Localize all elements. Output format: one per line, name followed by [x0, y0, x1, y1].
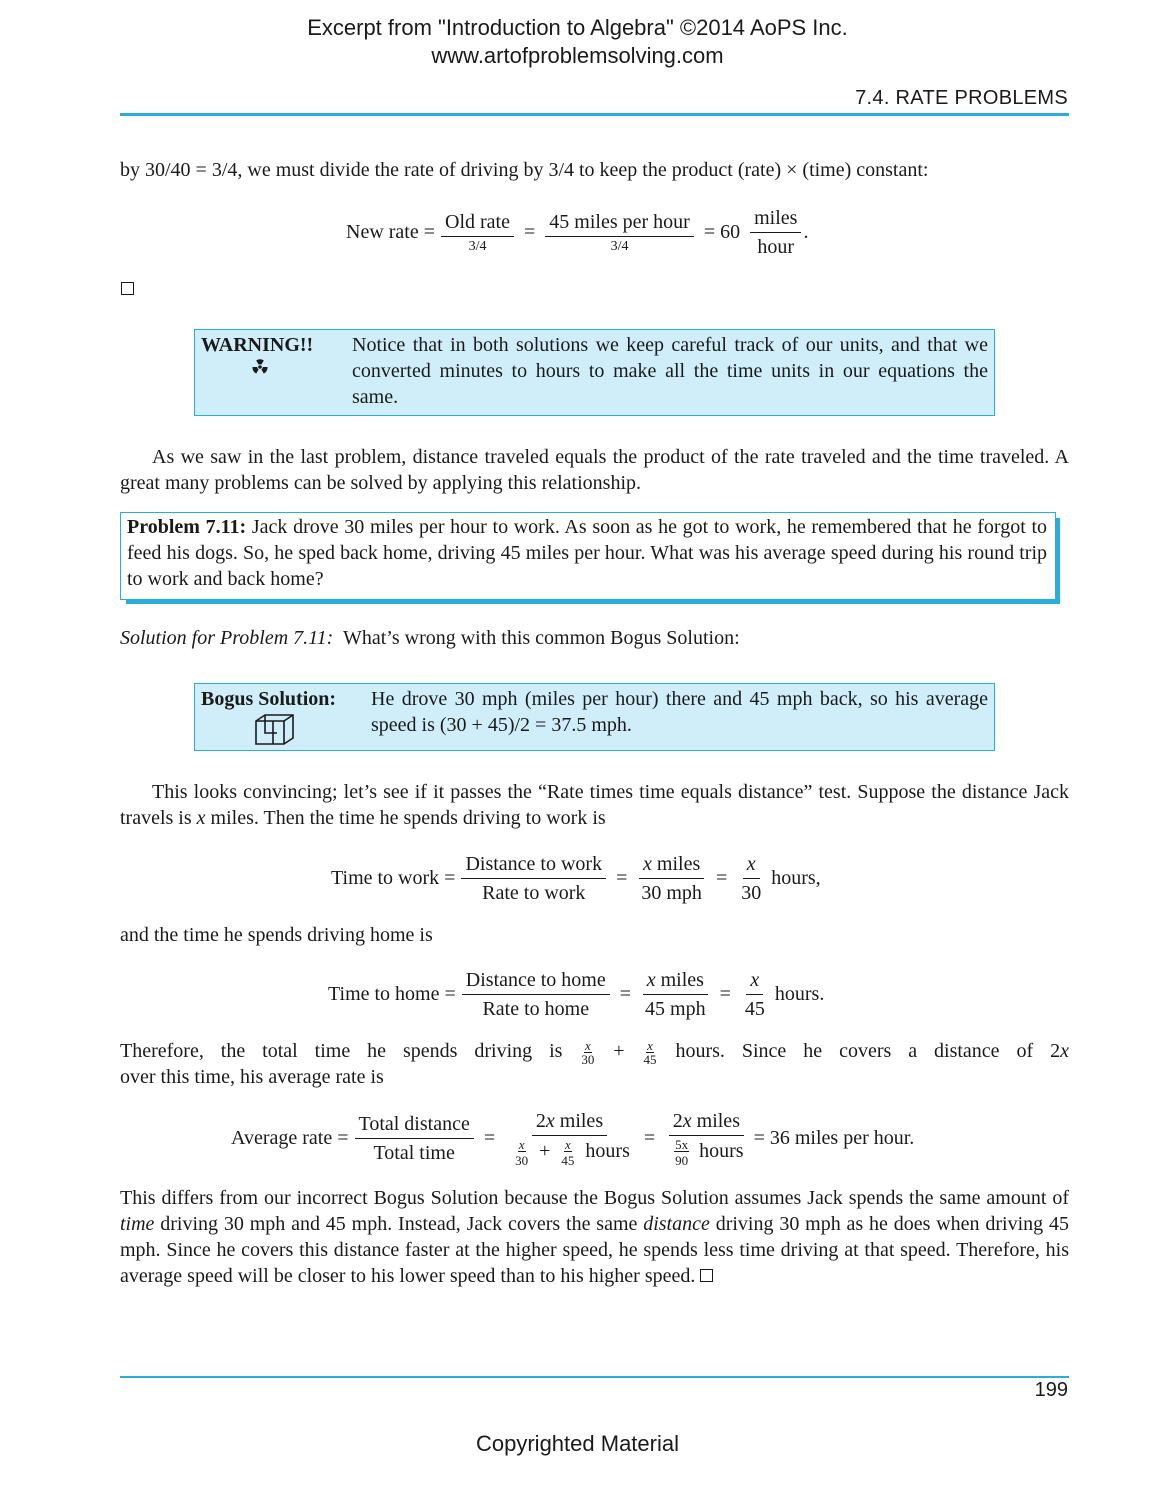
fraction	[750, 206, 801, 259]
paragraph-total-time-line2	[120, 1064, 1069, 1090]
eq-lhs: New rate =	[346, 221, 436, 243]
solution-label: Solution for Problem 7.11:	[120, 627, 334, 649]
text-run: miles	[691, 1110, 740, 1132]
small-fraction	[511, 1138, 532, 1167]
small-fraction	[644, 1039, 657, 1066]
bogus-text: He drove 30 mph (miles per hour) there and 45 mph back, so his average speed is (30 + 45)/2 = 37.5 mph.	[371, 688, 988, 736]
text-run: 2	[535, 1110, 546, 1132]
text-run: driving 30 mph as he does when driving 45 mph. Since he covers this distance faster at the higher speed, he spends less time driving at that speed. Therefore, his average speed will be closer to his lower speed than to his higher speed.	[120, 1213, 1069, 1287]
result-text: = 36 miles per hour.	[753, 1127, 915, 1149]
intro-text: by 30/40 = 3/4, we must divide the rate of driving by 3/4 to keep the product (rate) × (time) constant:	[120, 159, 929, 181]
fraction	[505, 1109, 634, 1167]
denominator: 30	[581, 1051, 595, 1067]
eq-lhs: Time to home =	[328, 983, 456, 1005]
text-run: 2	[672, 1110, 683, 1132]
problem-box	[120, 512, 1056, 600]
numerator: Distance to work	[461, 852, 606, 879]
paragraph-rate-relationship: As we saw in the last problem, distance traveled equals the product of the rate traveled and the time traveled. A great many problems can be solved by applying this relationship.	[120, 446, 1069, 494]
text-run: miles	[554, 1110, 604, 1132]
numerator: miles	[750, 206, 801, 233]
denominator: 45	[744, 997, 765, 1020]
variable-x: x	[196, 807, 206, 829]
radiation-icon	[250, 357, 270, 377]
denominator: 3/4	[610, 238, 629, 254]
text-run: driving 30 mph and 45 mph. Instead, Jack covers the same	[154, 1213, 644, 1235]
denominator: Total time	[373, 1141, 455, 1164]
numerator: x	[565, 1137, 571, 1152]
equals-value: = 60	[703, 221, 741, 243]
numerator: 45 miles per hour	[545, 210, 694, 237]
variable-x: x	[643, 852, 652, 875]
solution-intro-text: What’s wrong with this common Bogus Solution:	[342, 627, 740, 649]
numerator: 5x	[675, 1137, 689, 1152]
fraction	[741, 968, 769, 1021]
fraction	[462, 968, 610, 1021]
period: .	[803, 221, 809, 243]
fraction	[461, 852, 606, 905]
problem-label: Problem 7.11:	[127, 516, 247, 538]
fraction	[355, 1112, 474, 1165]
emphasis: time	[120, 1213, 155, 1235]
denominator	[665, 1136, 747, 1167]
denominator: 30 mph	[641, 881, 702, 904]
paragraph-total-time-line1	[120, 1038, 1069, 1066]
qed-square	[700, 1269, 713, 1282]
numerator: Total distance	[355, 1112, 474, 1139]
problem-statement	[127, 514, 1047, 592]
impossible-cube-icon	[253, 713, 297, 747]
warning-text: Notice that in both solutions we keep careful track of our units, and that we converted minutes to hours to make all the time units in our equations the same.	[352, 334, 988, 408]
footer-rule	[120, 1376, 1069, 1378]
equation-average-rate	[231, 1104, 914, 1172]
equals-sign: =	[715, 867, 728, 889]
equals-sign: =	[616, 867, 628, 889]
denominator: 45	[643, 1051, 657, 1067]
page-number: 199	[1034, 1379, 1068, 1401]
section-header: 7.4. RATE PROBLEMS	[855, 87, 1068, 109]
numerator: x	[746, 968, 763, 995]
denominator: 45 mph	[645, 997, 706, 1020]
emphasis: distance	[643, 1213, 710, 1235]
excerpt-title: Excerpt from "Introduction to Algebra" ©2014 AoPS Inc.	[307, 15, 848, 40]
fraction	[641, 968, 710, 1021]
denominator: hour	[757, 235, 795, 258]
equals-sign: =	[619, 983, 632, 1005]
denominator	[505, 1136, 634, 1167]
eq-lhs: Average rate =	[231, 1127, 349, 1149]
numerator	[532, 1109, 607, 1136]
paragraph-convincing	[120, 779, 1069, 831]
text-run: Therefore, the total time he spends driving is	[120, 1040, 580, 1062]
qed-square	[121, 282, 134, 295]
small-fraction	[581, 1039, 594, 1066]
numerator: x	[584, 1037, 591, 1053]
bogus-title: Bogus Solution:	[201, 688, 337, 710]
variable-x: x	[545, 1110, 555, 1132]
variable-x: x	[1060, 1040, 1069, 1062]
equation-time-to-work	[331, 846, 821, 910]
problem-text: Jack drove 30 miles per hour to work. As soon as he got to work, he remembered that he forgot to feed his dogs. So, he sped back home, driving 45 miles per hour. What was his average speed during his round trip to work and back home?	[127, 516, 1048, 590]
copyright-notice: Copyrighted Material	[476, 1431, 679, 1456]
warning-title: WARNING!!	[201, 334, 314, 356]
fraction	[665, 1109, 747, 1167]
solution-intro	[120, 625, 1069, 651]
header-rule	[120, 113, 1069, 116]
text-run: hours	[694, 1140, 744, 1163]
fraction	[441, 210, 514, 255]
variable-x: x	[646, 968, 656, 991]
paragraph-differs	[120, 1185, 1069, 1289]
fraction	[737, 852, 765, 905]
numerator: Old rate	[441, 210, 514, 237]
bogus-solution-box	[194, 683, 995, 751]
numerator: x	[743, 852, 760, 879]
variable-x: x	[682, 1110, 692, 1132]
excerpt-website: www.artofproblemsolving.com	[431, 43, 724, 68]
denominator: 45	[561, 1153, 575, 1168]
paragraph-home: and the time he spends driving home is	[120, 924, 433, 946]
text-run: miles. Then the time he spends driving to work is	[205, 807, 606, 829]
plus-sign: +	[596, 1040, 642, 1062]
numerator: x	[518, 1137, 525, 1152]
equals-sign: =	[483, 1127, 496, 1149]
equals-sign: =	[524, 221, 536, 243]
numerator: Distance to home	[462, 968, 610, 995]
text-run: hours	[580, 1140, 630, 1163]
equals-sign: =	[643, 1127, 656, 1149]
eq-lhs: Time to work =	[331, 867, 456, 889]
numerator	[643, 968, 708, 995]
numerator	[639, 852, 704, 879]
numerator	[669, 1109, 744, 1136]
numerator: x	[647, 1037, 653, 1053]
denominator: 3/4	[468, 238, 487, 254]
text-run: hours. Since he covers a distance of 2	[658, 1040, 1061, 1062]
fraction	[637, 852, 706, 905]
text-run: This differs from our incorrect Bogus Solution because the Bogus Solution assumes Jack spends the same amount of	[120, 1187, 1069, 1209]
unit-text: hours.	[774, 983, 825, 1005]
fraction	[545, 210, 694, 255]
text-run: miles	[651, 852, 701, 875]
denominator: 90	[675, 1153, 689, 1168]
text-run: This looks convincing; let’s see if it passes the “Rate times time equals distance” test. Suppose the distance Jack travels is	[120, 781, 1069, 829]
denominator: 30	[515, 1153, 529, 1168]
denominator: Rate to home	[482, 997, 590, 1020]
equation-new-rate	[346, 200, 808, 264]
small-fraction	[557, 1138, 578, 1167]
text-run: miles	[655, 968, 704, 991]
equals-sign: =	[719, 983, 731, 1005]
plus-sign: +	[534, 1140, 556, 1163]
denominator: Rate to work	[482, 881, 586, 904]
text-run: over this time, his average rate is	[120, 1066, 384, 1088]
equation-time-to-home	[328, 962, 824, 1026]
small-fraction	[671, 1138, 692, 1167]
unit-text: hours,	[771, 867, 821, 889]
warning-box	[194, 329, 995, 416]
denominator: 30	[741, 881, 762, 904]
